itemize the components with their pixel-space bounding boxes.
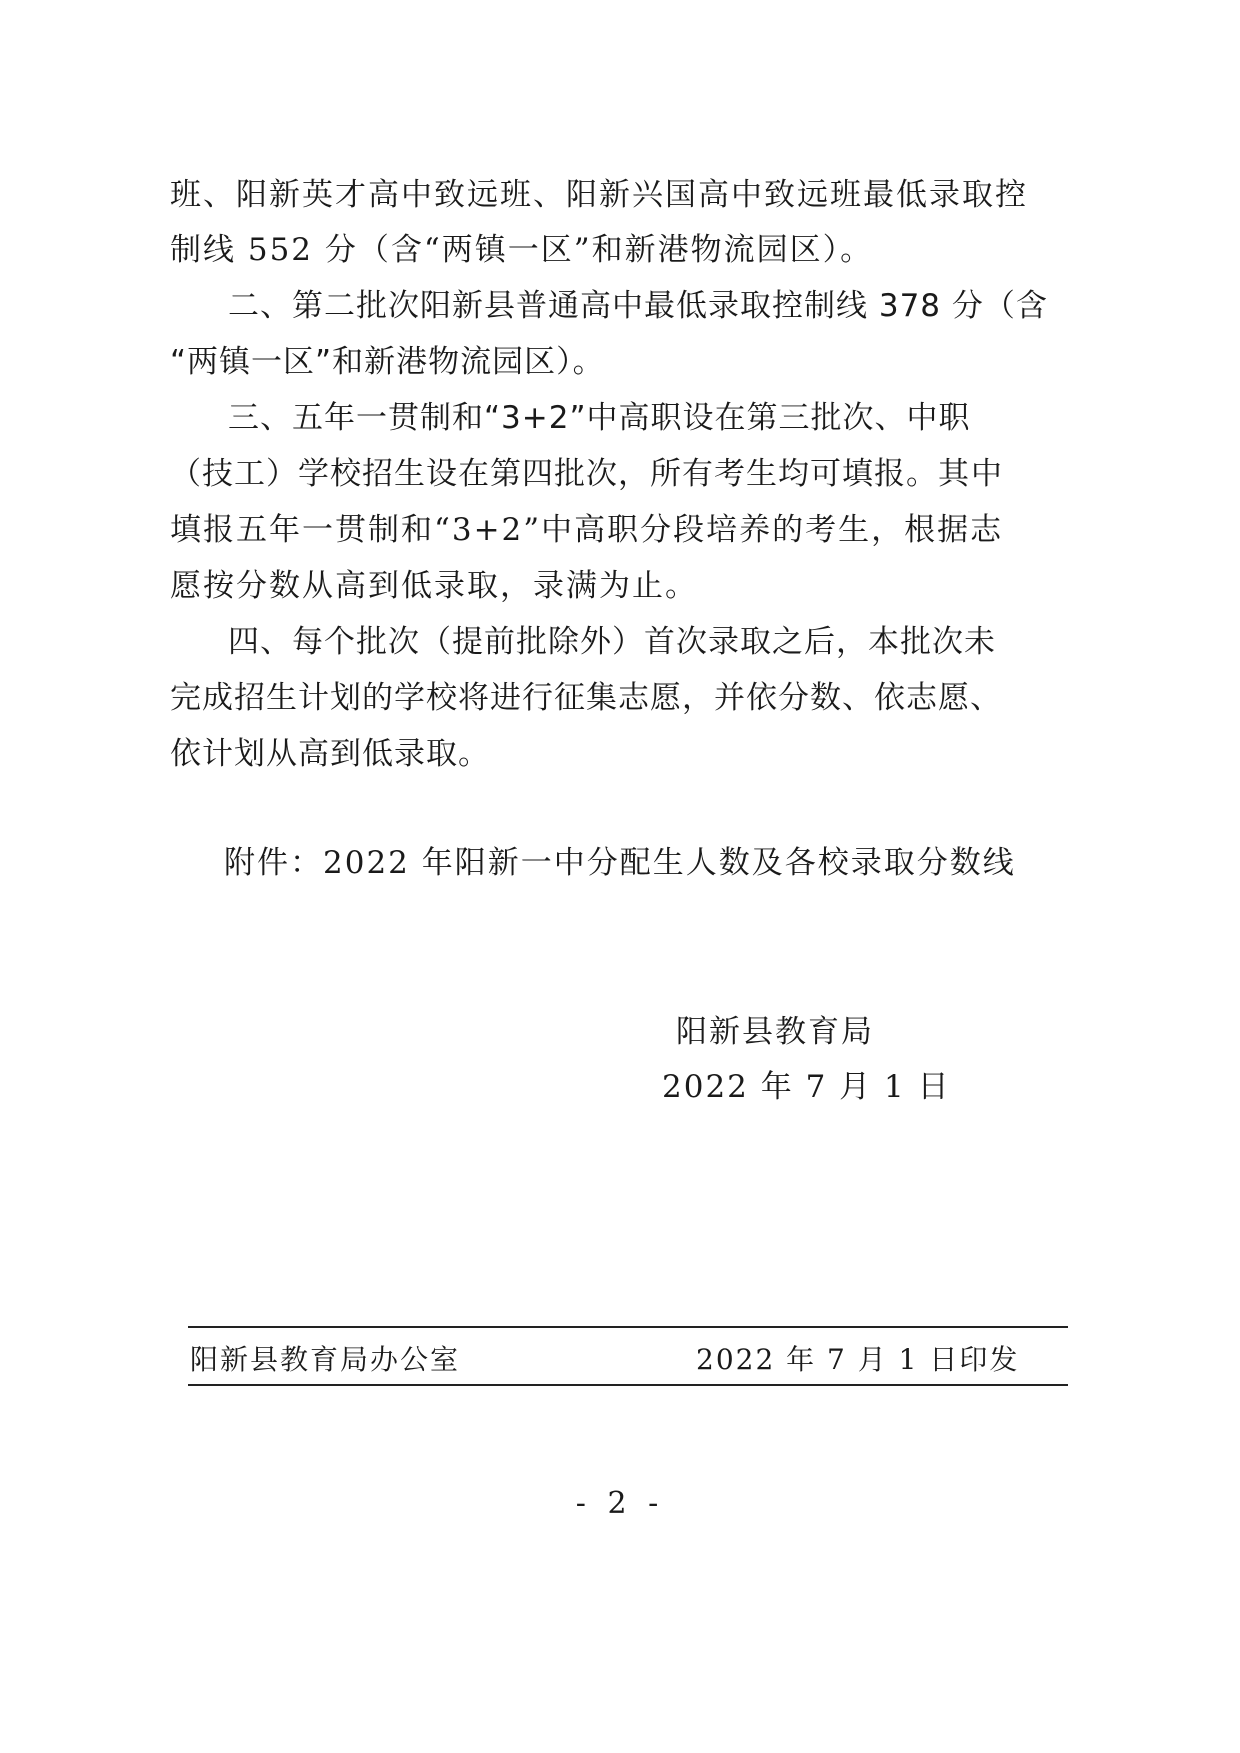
para3-line2 (170, 454, 1004, 494)
para4-line3: 依计划从高到低录取。 (170, 736, 490, 772)
para3-line3: 填报五年一贯制和“3+2”中高职分段培养的考生，根据志 (170, 512, 1004, 548)
para3-line2-rest: 其中 (938, 456, 1004, 492)
footer-bottom-rule (188, 1384, 1068, 1386)
para3-line1: 三、五年一贯制和“3+2”中高职设在第三批次、中职 (228, 400, 971, 436)
para1-line2: 制线 552 分（含“两镇一区”和新港物流园区）。 (170, 232, 874, 268)
footer-issued-date: 2022 年 7 月 1 日印发 (696, 1343, 1020, 1376)
para1-line1: 班、阳新英才高中致远班、阳新兴国高中致远班最低录取控 (170, 177, 1028, 213)
signature-date: 2022 年 7 月 1 日 (662, 1069, 951, 1105)
para2-line1: 二、第二批次阳新县普通高中最低录取控制线 378 分（含 (228, 288, 1048, 324)
footer-top-rule (188, 1326, 1068, 1328)
para2-line2: “两镇一区”和新港物流园区）。 (170, 344, 605, 380)
footer-office: 阳新县教育局办公室 (190, 1343, 461, 1376)
para4-line1: 四、每个批次（提前批除外）首次录取之后，本批次未 (228, 624, 996, 660)
para3-line2-bold: （技工）学校招生设在第四批次，所有考生均可填报。 (170, 456, 938, 492)
para4-line2: 完成招生计划的学校将进行征集志愿，并依分数、依志愿、 (170, 680, 1002, 716)
attachment-note: 附件：2022 年阳新一中分配生人数及各校录取分数线 (224, 845, 1016, 881)
page-number: - 2 - (575, 1486, 665, 1521)
signature-org: 阳新县教育局 (676, 1014, 874, 1050)
para3-line4: 愿按分数从高到低录取，录满为止。 (170, 568, 698, 604)
